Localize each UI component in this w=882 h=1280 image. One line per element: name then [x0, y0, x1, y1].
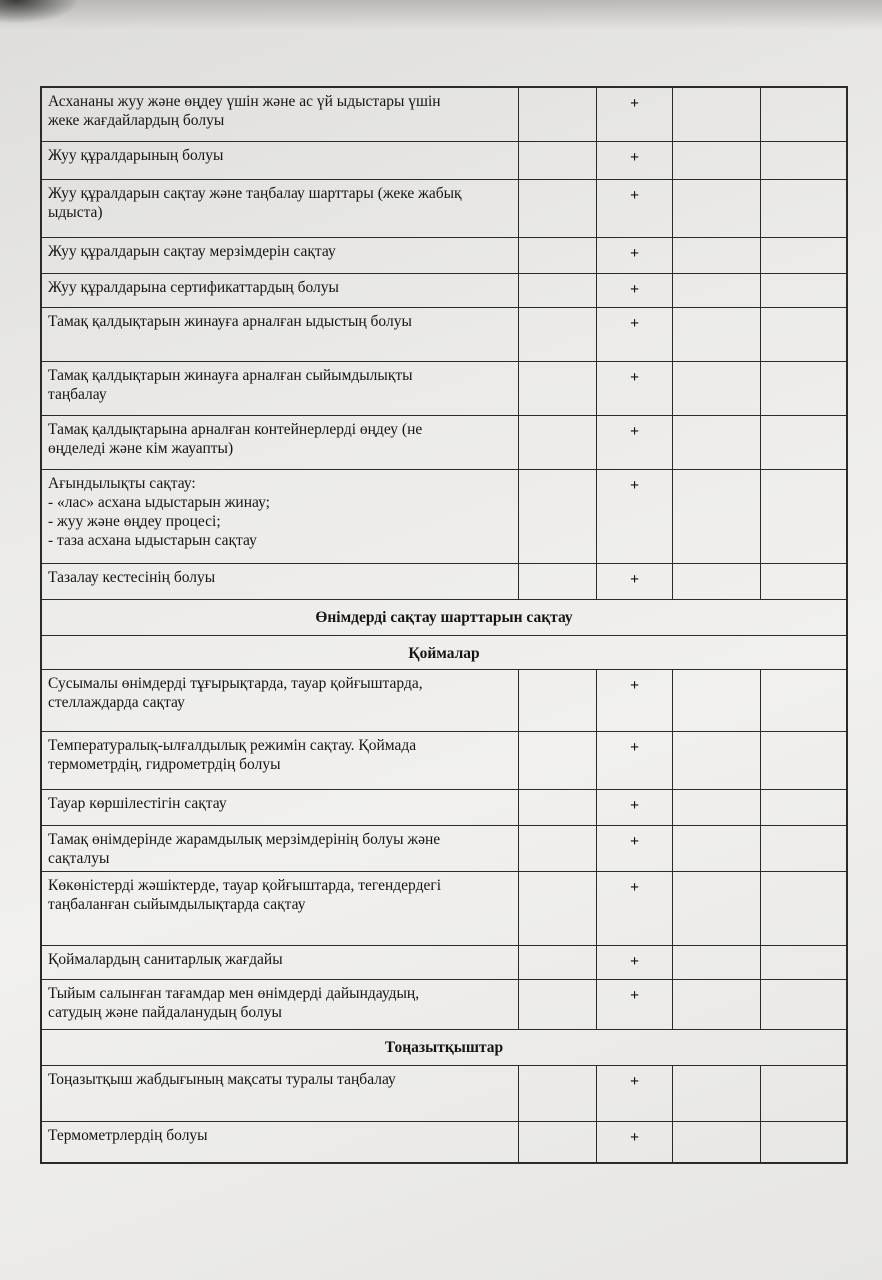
compliance-mark: +: [597, 180, 673, 237]
empty-cell: [519, 238, 597, 273]
compliance-mark: +: [597, 362, 673, 415]
requirement-line: Тыйым салынған тағамдар мен өнімдерді дайындаудың,: [48, 985, 420, 1002]
requirement-text: [42, 180, 519, 237]
table-row: [42, 826, 846, 872]
empty-cell: [761, 470, 846, 563]
requirement-line: Тамақ қалдықтарына арналған контейнерлерді өңдеу (не: [48, 421, 423, 438]
compliance-mark: +: [597, 564, 673, 599]
empty-cell: [519, 826, 597, 871]
requirement-line: Тамақ қалдықтарын жинауға арналған сыйымдылықты: [48, 367, 413, 384]
table-row: [42, 308, 846, 362]
empty-cell: [519, 308, 597, 361]
empty-cell: [673, 1122, 761, 1162]
requirement-line: термометрдің, гидрометрдің болуы: [48, 756, 281, 773]
requirement-text: [42, 88, 519, 141]
requirement-text: [42, 1122, 519, 1162]
compliance-mark: +: [597, 872, 673, 945]
empty-cell: [673, 416, 761, 469]
empty-cell: [761, 1122, 846, 1162]
photo-shadow: [0, 0, 882, 30]
empty-cell: [673, 872, 761, 945]
compliance-mark: +: [597, 1122, 673, 1162]
requirement-line: - «лас» асхана ыдыстарын жинау;: [48, 494, 270, 511]
table-row: [42, 416, 846, 470]
compliance-mark: +: [597, 980, 673, 1029]
requirement-line: Сусымалы өнімдерді тұғырықтарда, тауар қойғыштарда,: [48, 675, 423, 692]
table-row: [42, 790, 846, 826]
compliance-mark: +: [597, 790, 673, 825]
table-row: [42, 470, 846, 564]
empty-cell: [673, 274, 761, 307]
empty-cell: [673, 790, 761, 825]
table-row: [42, 362, 846, 416]
table-row: [42, 732, 846, 790]
compliance-mark: +: [597, 274, 673, 307]
empty-cell: [761, 732, 846, 789]
table-row: [42, 946, 846, 980]
empty-cell: [673, 362, 761, 415]
empty-cell: [519, 980, 597, 1029]
requirement-line: сатудың және пайдаланудың болуы: [48, 1004, 282, 1021]
empty-cell: [761, 1066, 846, 1121]
empty-cell: [519, 946, 597, 979]
requirement-text: [42, 790, 519, 825]
empty-cell: [673, 1066, 761, 1121]
section-heading-row: [42, 636, 846, 670]
photo-corner-shadow: [0, 0, 80, 24]
empty-cell: [519, 564, 597, 599]
requirement-line: Қоймалардың санитарлық жағдайы: [48, 951, 283, 968]
section-heading: Өнімдерді сақтау шарттарын сақтау: [315, 609, 573, 626]
empty-cell: [761, 238, 846, 273]
empty-cell: [673, 946, 761, 979]
compliance-mark: +: [597, 416, 673, 469]
compliance-mark: +: [597, 1066, 673, 1121]
requirement-text: [42, 362, 519, 415]
requirement-line: Жуу құралдарын сақтау мерзімдерін сақтау: [48, 243, 336, 260]
empty-cell: [761, 142, 846, 179]
empty-cell: [673, 142, 761, 179]
compliance-mark: +: [597, 946, 673, 979]
requirement-line: Тазалау кестесінің болуы: [48, 569, 216, 586]
requirement-line: Тамақ қалдықтарын жинауға арналған ыдыстың болуы: [48, 313, 412, 330]
empty-cell: [673, 826, 761, 871]
requirement-line: Жуу құралдарының болуы: [48, 147, 224, 164]
empty-cell: [761, 180, 846, 237]
requirement-line: Жуу құралдарына сертификаттардың болуы: [48, 279, 339, 296]
requirement-line: өңделеді және кім жауапты): [48, 440, 234, 457]
requirement-line: жеке жағдайлардың болуы: [48, 112, 225, 129]
empty-cell: [519, 1122, 597, 1162]
empty-cell: [519, 1066, 597, 1121]
empty-cell: [519, 416, 597, 469]
requirement-text: [42, 946, 519, 979]
compliance-mark: +: [597, 142, 673, 179]
empty-cell: [673, 238, 761, 273]
requirement-text: [42, 872, 519, 945]
empty-cell: [673, 308, 761, 361]
table-row: [42, 142, 846, 180]
requirement-text: [42, 826, 519, 871]
requirement-text: [42, 308, 519, 361]
requirement-line: Көкөністерді жәшіктерде, тауар қойғыштарда, тегендердегі: [48, 877, 442, 894]
requirement-line: ыдыста): [48, 204, 103, 221]
compliance-mark: +: [597, 308, 673, 361]
table-row: [42, 180, 846, 238]
empty-cell: [673, 980, 761, 1029]
empty-cell: [673, 470, 761, 563]
table-row: [42, 980, 846, 1030]
requirement-text: [42, 1066, 519, 1121]
compliance-mark: +: [597, 238, 673, 273]
empty-cell: [673, 732, 761, 789]
compliance-mark: +: [597, 732, 673, 789]
compliance-mark: +: [597, 670, 673, 731]
requirement-line: таңбаланған сыйымдылықтарда сақтау: [48, 896, 306, 913]
empty-cell: [761, 88, 846, 141]
requirement-line: Температуралық-ылғалдылық режимін сақтау. Қоймада: [48, 737, 417, 754]
requirement-line: Термометрлердің болуы: [48, 1127, 208, 1144]
empty-cell: [673, 564, 761, 599]
section-heading: Тоңазытқыштар: [384, 1039, 504, 1056]
empty-cell: [761, 274, 846, 307]
compliance-mark: +: [597, 88, 673, 141]
checklist-table: [40, 86, 848, 1164]
requirement-line: стеллаждарда сақтау: [48, 694, 185, 711]
requirement-text: [42, 670, 519, 731]
requirement-text: [42, 238, 519, 273]
empty-cell: [519, 88, 597, 141]
empty-cell: [761, 416, 846, 469]
requirement-line: Асхананы жуу және өңдеу үшін және ас үй ыдыстары үшін: [48, 93, 441, 110]
empty-cell: [761, 564, 846, 599]
table-row: [42, 564, 846, 600]
empty-cell: [519, 670, 597, 731]
empty-cell: [519, 470, 597, 563]
requirement-line: Ағындылықты сақтау:: [48, 475, 196, 492]
requirement-line: Тамақ өнімдерінде жарамдылық мерзімдерінің болуы және: [48, 831, 441, 848]
empty-cell: [761, 362, 846, 415]
table-row: [42, 670, 846, 732]
section-heading-row: [42, 600, 846, 636]
empty-cell: [519, 180, 597, 237]
requirement-line: Тауар көршілестігін сақтау: [48, 795, 227, 812]
empty-cell: [761, 980, 846, 1029]
requirement-line: сақталуы: [48, 850, 110, 867]
requirement-line: - жуу және өңдеу процесі;: [48, 513, 221, 530]
requirement-text: [42, 980, 519, 1029]
empty-cell: [761, 308, 846, 361]
table-row: [42, 1122, 846, 1162]
requirement-text: [42, 564, 519, 599]
table-row: [42, 274, 846, 308]
table-row: [42, 238, 846, 274]
requirement-text: [42, 142, 519, 179]
empty-cell: [673, 180, 761, 237]
requirement-text: [42, 416, 519, 469]
requirement-line: Жуу құралдарын сақтау және таңбалау шарттары (жеке жабық: [48, 185, 462, 202]
section-heading-row: [42, 1030, 846, 1066]
requirement-line: Тоңазытқыш жабдығының мақсаты туралы таңбалау: [48, 1071, 396, 1088]
table-row: [42, 872, 846, 946]
requirement-line: таңбалау: [48, 386, 107, 403]
empty-cell: [519, 872, 597, 945]
empty-cell: [519, 790, 597, 825]
empty-cell: [519, 274, 597, 307]
requirement-text: [42, 274, 519, 307]
table-row: [42, 88, 846, 142]
empty-cell: [761, 872, 846, 945]
requirement-text: [42, 470, 519, 563]
table-row: [42, 1066, 846, 1122]
empty-cell: [519, 362, 597, 415]
empty-cell: [761, 826, 846, 871]
empty-cell: [761, 670, 846, 731]
requirement-text: [42, 732, 519, 789]
empty-cell: [519, 732, 597, 789]
compliance-mark: +: [597, 826, 673, 871]
empty-cell: [761, 790, 846, 825]
compliance-mark: +: [597, 470, 673, 563]
empty-cell: [673, 88, 761, 141]
empty-cell: [761, 946, 846, 979]
section-heading: Қоймалар: [408, 645, 480, 662]
empty-cell: [673, 670, 761, 731]
requirement-line: - таза асхана ыдыстарын сақтау: [48, 532, 257, 549]
empty-cell: [519, 142, 597, 179]
